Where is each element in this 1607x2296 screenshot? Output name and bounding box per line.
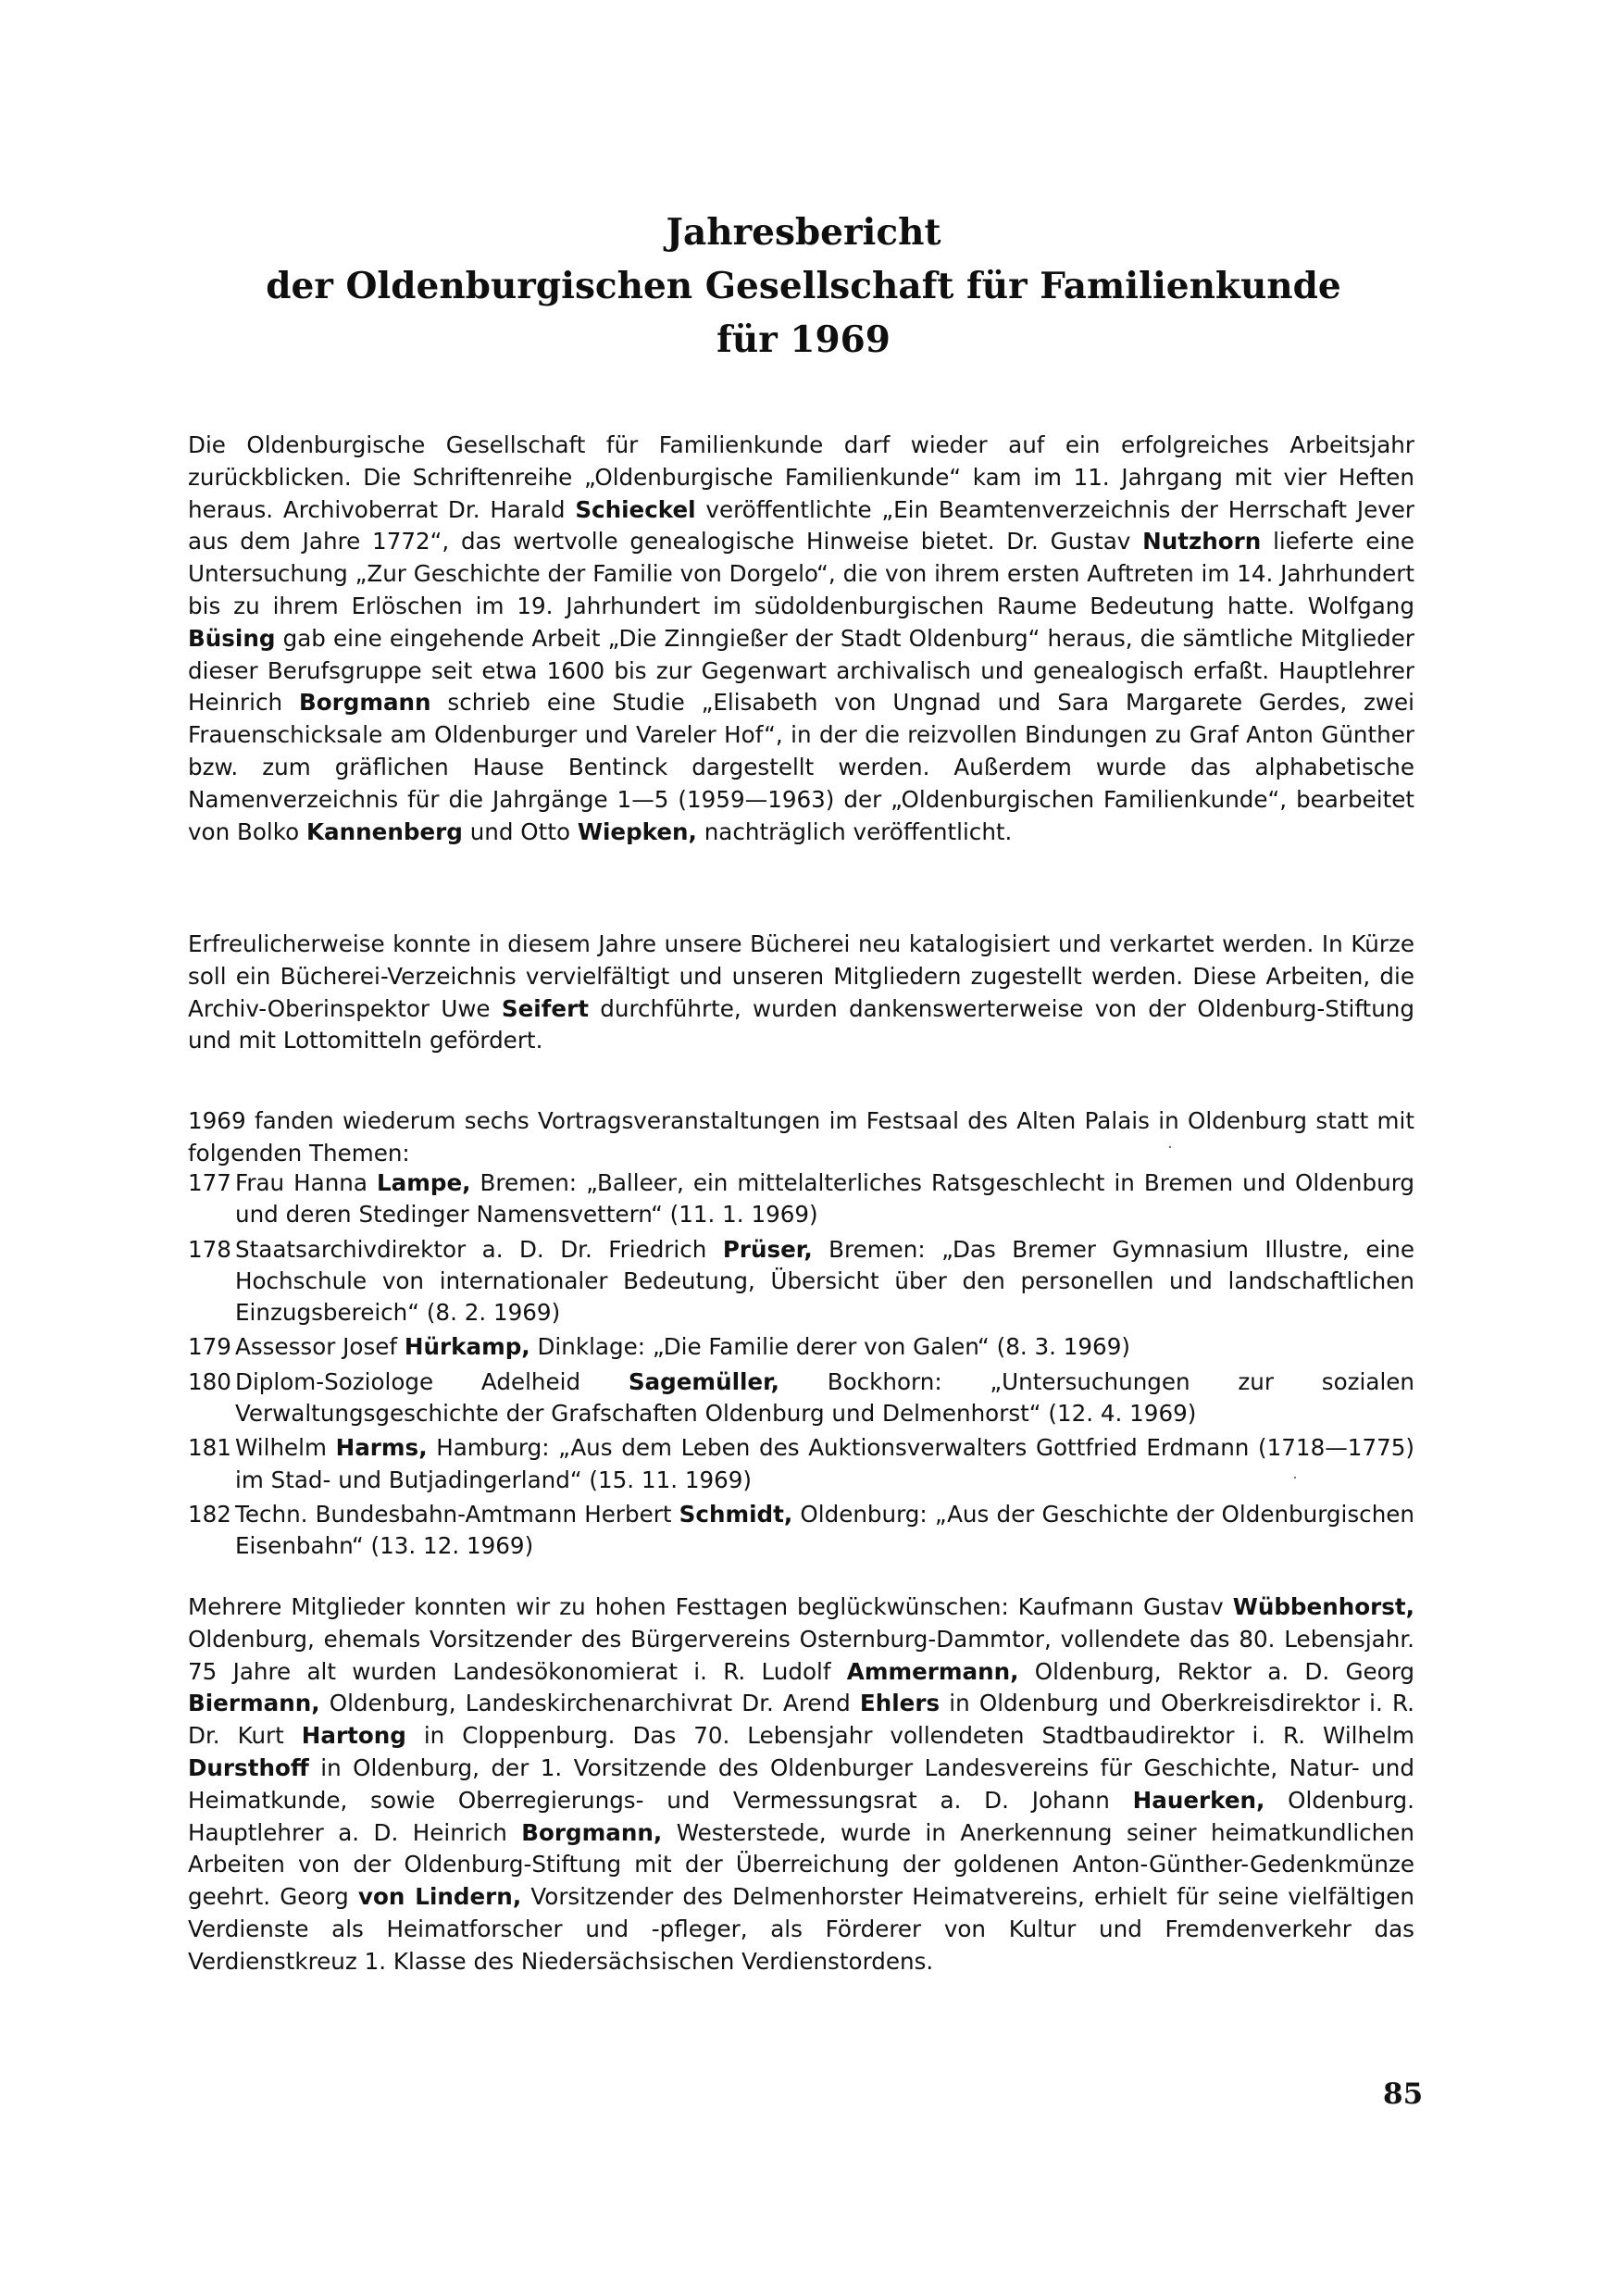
person-name: Biermann, [188, 1690, 320, 1717]
lecture-text [235, 1333, 1130, 1360]
person-name: Schieckel [575, 495, 696, 523]
text-run: Bockhorn: „Untersuchungen zur sozialen Verwaltungsgeschichte der Grafschaften Oldenburg und Delmenhorst“ (12. 4. 1969) [235, 1367, 1414, 1428]
lecture-number: 182 [188, 1500, 231, 1528]
text-run: Diplom-Soziologe Adelheid [235, 1367, 629, 1395]
person-name: Hürkamp, [404, 1333, 530, 1361]
paragraph-congratulations [188, 1591, 1414, 1978]
lecture-text [235, 1434, 1414, 1492]
text-run: Hamburg: „Aus dem Leben des Auktionsverwalters Gottfried Erdmann (1718—1775) im Stad- und Butjadingerland“ (15. 11. 1969) [235, 1434, 1414, 1493]
text-run: Staatsarchivdirektor a. D. Dr. Friedrich [235, 1235, 723, 1263]
lecture-item [188, 1432, 1414, 1496]
person-name: Borgmann, [521, 1818, 663, 1846]
lecture-text [235, 1501, 1414, 1559]
text-run: Bremen: „Das Bremer Gymnasium Illustre, eine Hochschule von internationaler Bedeutung, Übersicht über den personellen und landschaftlichen Einzugsbereich“ (8. 2. 1969) [235, 1235, 1414, 1327]
text-run: Oldenburg. Hauptlehrer a. D. Heinrich [188, 1786, 1414, 1846]
print-speck [1294, 1477, 1296, 1479]
person-name: Kannenberg [306, 817, 463, 845]
page-number: 85 [1383, 2078, 1424, 2111]
text-run: Dinklage: „Die Familie derer von Galen“ (8. 3. 1969) [529, 1333, 1130, 1361]
print-speck [1169, 1146, 1171, 1148]
person-name: Harms, [335, 1434, 428, 1462]
person-name: Borgmann [298, 689, 431, 717]
text-run: 1969 fanden wiederum sechs Vortragsveranstaltungen im Festsaal des Alten Palais in Oldenburg statt mit folgenden Themen: [188, 1107, 1414, 1167]
text-run: nachträglich veröffentlicht. [696, 817, 1013, 845]
person-name: Ehlers [859, 1690, 941, 1717]
text-run: in Oldenburg und Oberkreisdirektor i. R. Dr. Kurt [188, 1690, 1414, 1750]
text-run: in Cloppenburg. Das 70. Lebensjahr vollendeten Stadtbaudirektor i. R. Wilhelm [405, 1722, 1414, 1750]
text-run: Oldenburg, Rektor a. D. Georg [1018, 1657, 1414, 1685]
lecture-number: 180 [188, 1367, 231, 1395]
text-run: in Oldenburg, der 1. Vorsitzende des Oldenburger Landesvereins für Geschichte, Natur- und Heimatkunde, sowie Oberregierungs- und Vermessungsrat a. D. Johann [188, 1753, 1414, 1814]
lecture-number: 177 [188, 1169, 231, 1196]
person-name: Hartong [301, 1722, 406, 1750]
lecture-item [188, 1167, 1414, 1231]
person-name: Büsing [188, 624, 276, 652]
person-name: Wübbenhorst, [1232, 1593, 1414, 1620]
text-run: und Otto [462, 817, 578, 845]
text-run: Mehrere Mitglieder konnten wir zu hohen Festtagen beglückwünschen: Kaufmann Gustav [188, 1593, 1233, 1620]
lecture-list [188, 1167, 1414, 1563]
title-line-1: Jahresbericht [666, 211, 941, 254]
person-name: Nutzhorn [1142, 528, 1262, 555]
person-name: Seifert [501, 994, 589, 1022]
lecture-number: 179 [188, 1333, 231, 1361]
text-run: veröffentlichte „Ein Beamtenverzeichnis der Herrschaft Jever aus dem Jahre 1772“, das wertvolle genealogische Hinweise bietet. Dr. Gustav [188, 495, 1414, 555]
person-name: Prüser, [722, 1235, 813, 1263]
text-run: Oldenburg: „Aus der Geschichte der Oldenburgischen Eisenbahn“ (13. 12. 1969) [235, 1500, 1415, 1560]
lecture-number: 181 [188, 1434, 231, 1462]
paragraph-lectures-intro [188, 1105, 1414, 1170]
text-run: Oldenburg, Landeskirchenarchivrat Dr. Arend [319, 1690, 860, 1717]
text-run: Frau Hanna [235, 1169, 377, 1196]
text-run: Die Oldenburgische Gesellschaft für Familienkunde darf wieder auf ein erfolgreiches Arbeitsjahr zurückblicken. Die Schriftenreihe „Oldenburgische Familienkunde“ kam im 11. Jahrgang mit vier Heften heraus. Archivoberrat Dr. Harald [188, 431, 1414, 523]
person-name: Schmidt, [679, 1500, 793, 1528]
lecture-item [188, 1331, 1414, 1363]
lecture-item [188, 1234, 1414, 1329]
title-line-2: der Oldenburgischen Gesellschaft für Familienkunde [266, 265, 1341, 307]
title-line-3: für 1969 [716, 318, 891, 361]
lecture-text [235, 1169, 1414, 1228]
text-run: Vorsitzender des Delmenhorster Heimatvereins, erhielt für seine vielfältigen Verdienste als Heimatforscher und -pfleger, als Förderer von Kultur und Fremdenverkehr das Verdienstkreuz 1. Klasse des Niedersächsischen Verdienstordens. [188, 1883, 1415, 1975]
lecture-item [188, 1366, 1414, 1430]
text-run: Oldenburg, ehemals Vorsitzender des Bürgervereins Osternburg-Dammtor, vollendete das 80. Lebensjahr. 75 Jahre alt wurden Landesökonomierat i. R. Ludolf [188, 1625, 1414, 1685]
paragraph-library [188, 929, 1414, 1057]
paragraph-publications [188, 430, 1414, 848]
person-name: Ammermann, [846, 1657, 1019, 1685]
lecture-number: 178 [188, 1235, 231, 1263]
text-run: Assessor Josef [235, 1333, 405, 1361]
person-name: Wiepken, [577, 817, 697, 845]
person-name: Sagemüller, [628, 1367, 779, 1395]
text-run: Westerstede, wurde in Anerkennung seiner heimatkundlichen Arbeiten von der Oldenburg-Stiftung mit der Überreichung der goldenen Anton-Günther-Gedenkmünze geehrt. Georg [188, 1818, 1414, 1911]
lecture-text [235, 1236, 1414, 1327]
person-name: Hauerken, [1132, 1786, 1265, 1814]
person-name: Dursthoff [188, 1753, 309, 1781]
lecture-item [188, 1499, 1414, 1563]
text-run: gab eine eingehende Arbeit „Die Zinngießer der Stadt Oldenburg“ heraus, die sämtliche Mitglieder dieser Berufsgruppe seit etwa 1600 bis zur Gegenwart archivalisch und genealogisch erfaßt. Hauptlehrer Heinrich [188, 624, 1414, 717]
text-run: lieferte eine Untersuchung „Zur Geschichte der Familie von Dorgelo“, die von ihrem ersten Auftreten im 14. Jahrhundert bis zu ihrem Erlöschen im 19. Jahrhundert im südoldenburgischen Raume Bedeutung hatte. Wolfgang [188, 528, 1414, 619]
lecture-text [235, 1368, 1414, 1427]
person-name: Lampe, [377, 1169, 471, 1196]
text-run: Bremen: „Balleer, ein mittelalterliches Ratsgeschlecht in Bremen und Oldenburg und deren Stedinger Namensvettern“ (11. 1. 1969) [235, 1169, 1414, 1229]
text-run: Wilhelm [235, 1434, 336, 1462]
text-run: schrieb eine Studie „Elisabeth von Ungnad und Sara Margarete Gerdes, zwei Frauenschicksale am Oldenburger und Vareler Hof“, in der die reizvollen Bindungen zu Graf Anton Günther bzw. zum gräflichen Hause Bentinck dargestellt werden. Außerdem wurde das alphabetische Namenverzeichnis für die Jahrgänge 1—5 (1959—1963) der „Oldenburgischen Familienkunde“, bearbeitet von Bolko [188, 689, 1415, 845]
person-name: von Lindern, [357, 1883, 522, 1911]
text-run: durchführte, wurden dankenswerterweise von der Oldenburg-Stiftung und mit Lottomitteln gefördert. [188, 994, 1414, 1054]
report-title [185, 206, 1422, 367]
text-run: Techn. Bundesbahn-Amtmann Herbert [235, 1500, 679, 1528]
text-run: Erfreulicherweise konnte in diesem Jahre unsere Bücherei neu katalogisiert und verkartet werden. In Kürze soll ein Bücherei-Verzeichnis vervielfältigt und unseren Mitgliedern zugestellt werden. Diese Arbeiten, die Archiv-Oberinspektor Uwe [188, 930, 1414, 1022]
